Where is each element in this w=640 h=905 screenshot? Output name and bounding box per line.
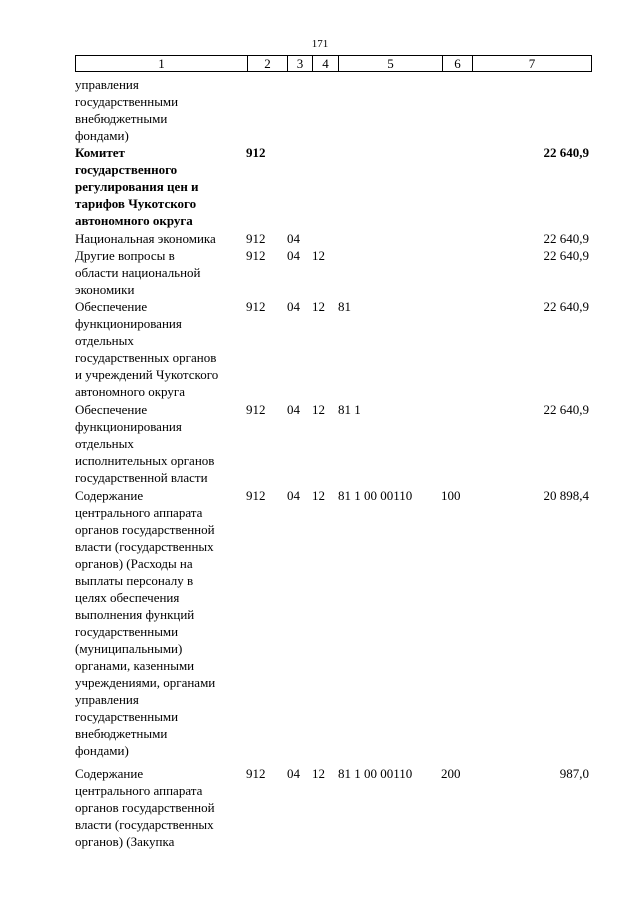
header-col-7: 7 (472, 56, 591, 71)
cell-pr: 12 (312, 299, 325, 314)
cell-rz: 04 (287, 766, 300, 781)
cell-csr: 81 1 00 00110 (338, 488, 413, 503)
cell-pr: 12 (312, 402, 325, 417)
header-col-6: 6 (442, 56, 472, 71)
cell-pr: 12 (312, 488, 325, 503)
cell-name: Содержание центрального аппарата органов государственной власти (государственных органов) (Закупка (75, 766, 215, 849)
cell-sum: 22 640,9 (543, 402, 589, 417)
cell-grbs: 912 (246, 402, 266, 417)
cell-sum: 987,0 (559, 766, 589, 781)
header-col-3: 3 (287, 56, 312, 71)
cell-rz: 04 (287, 248, 300, 263)
cell-name: Другие вопросы в области национальной экономики (75, 248, 201, 297)
cell-name: управления государственными внебюджетными фондами) (75, 77, 179, 143)
header-col-5: 5 (338, 56, 442, 71)
cell-sum: 20 898,4 (543, 488, 589, 503)
cell-rz: 04 (287, 488, 300, 503)
cell-csr: 81 (338, 299, 351, 314)
cell-name: Содержание центрального аппарата органов государственной власти (государственных органов) (Расходы на выплаты персоналу в целях обеспечения выполнения функций государственными (муниципальными) органами, казенными учреждениями, органами управления государственными внебюджетными фондами) (75, 488, 216, 758)
cell-sum: 22 640,9 (543, 299, 589, 314)
page-number: 171 (311, 38, 329, 50)
header-col-2: 2 (247, 56, 287, 71)
cell-name: Национальная экономика (75, 231, 216, 246)
cell-pr: 12 (312, 248, 325, 263)
cell-grbs: 912 (246, 231, 266, 246)
cell-rz: 04 (287, 402, 300, 417)
cell-csr: 81 1 (338, 402, 361, 417)
cell-grbs: 912 (246, 145, 266, 160)
header-col-4: 4 (312, 56, 338, 71)
cell-name: Комитет государственного регулирования цен и тарифов Чукотского автономного округа (75, 145, 199, 228)
cell-grbs: 912 (246, 248, 266, 263)
cell-pr: 12 (312, 766, 325, 781)
cell-rz: 04 (287, 231, 300, 246)
cell-sum: 22 640,9 (543, 231, 589, 246)
table-header (75, 55, 592, 72)
cell-vr: 200 (441, 766, 461, 781)
cell-sum: 22 640,9 (543, 248, 589, 263)
cell-grbs: 912 (246, 299, 266, 314)
cell-grbs: 912 (246, 488, 266, 503)
cell-csr: 81 1 00 00110 (338, 766, 413, 781)
cell-sum: 22 640,9 (543, 145, 589, 160)
cell-vr: 100 (441, 488, 461, 503)
header-col-1: 1 (158, 56, 165, 71)
cell-name: Обеспечение функционирования отдельных исполнительных органов государственной власти (75, 402, 215, 485)
cell-rz: 04 (287, 299, 300, 314)
cell-name: Обеспечение функционирования отдельных государственных органов и учреждений Чукотского автономного округа (75, 299, 219, 399)
cell-grbs: 912 (246, 766, 266, 781)
